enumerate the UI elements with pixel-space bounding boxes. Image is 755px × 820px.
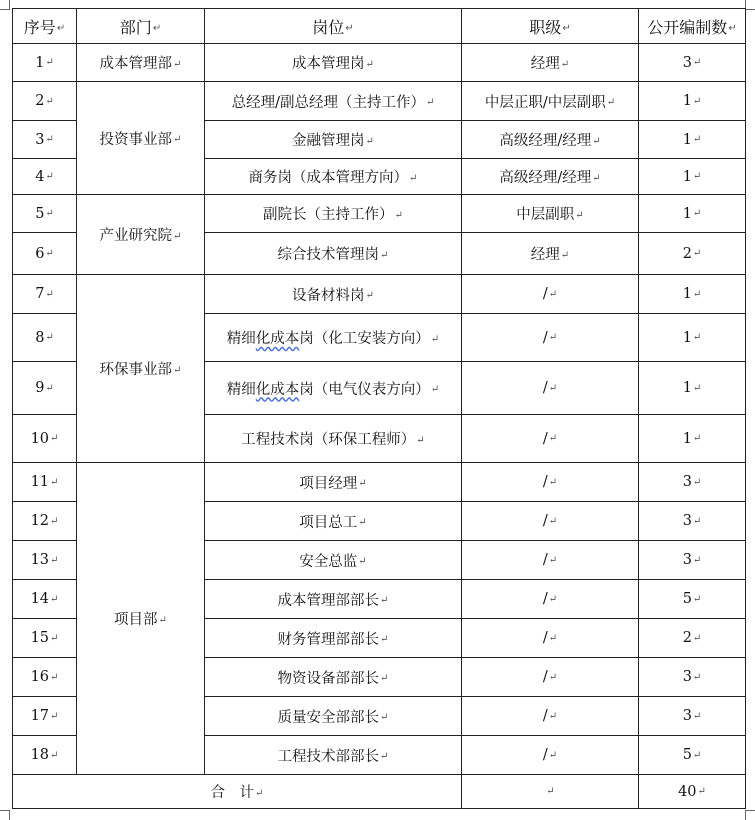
count-cell: 1↵ — [639, 82, 746, 121]
row-no: 18↵ — [13, 736, 77, 775]
position-cell: 成本管理部部长↵ — [205, 580, 462, 619]
row-no: 14↵ — [13, 580, 77, 619]
count-cell: 1↵ — [639, 195, 746, 233]
count-cell: 3↵ — [639, 697, 746, 736]
position-cell: 设备材料岗↵ — [205, 275, 462, 314]
row-no: 10↵ — [13, 415, 77, 463]
header-count: 公开编制数↵ — [639, 9, 746, 44]
count-cell: 1↵ — [639, 159, 746, 195]
dept-cell: 项目部↵ — [77, 463, 205, 775]
row-no: 12↵ — [13, 502, 77, 541]
row-no: 5↵ — [13, 195, 77, 233]
position-cell: 质量安全部部长↵ — [205, 697, 462, 736]
level-cell: 经理↵ — [462, 233, 639, 275]
count-cell: 1↵ — [639, 314, 746, 362]
position-cell: 精细化成本岗（电气仪表方向）↵ — [205, 362, 462, 415]
level-cell: /↵ — [462, 502, 639, 541]
position-cell: 成本管理岗↵ — [205, 44, 462, 82]
row-no: 9↵ — [13, 362, 77, 415]
level-cell: 高级经理/经理↵ — [462, 159, 639, 195]
count-cell: 3↵ — [639, 502, 746, 541]
header-level: 职级↵ — [462, 9, 639, 44]
position-cell: 副院长（主持工作）↵ — [205, 195, 462, 233]
position-cell: 财务管理部部长↵ — [205, 619, 462, 658]
header-dept: 部门↵ — [77, 9, 205, 44]
level-cell: /↵ — [462, 275, 639, 314]
position-cell: 金融管理岗↵ — [205, 121, 462, 159]
count-cell: 3↵ — [639, 463, 746, 502]
level-cell: /↵ — [462, 658, 639, 697]
row-no: 4↵ — [13, 159, 77, 195]
spellcheck-underline: 化成本 — [255, 381, 300, 398]
table-row — [13, 463, 746, 502]
row-no: 7↵ — [13, 275, 77, 314]
row-no: 8↵ — [13, 314, 77, 362]
row-no: 2↵ — [13, 82, 77, 121]
row-no: 6↵ — [13, 233, 77, 275]
header-position: 岗位↵ — [205, 9, 462, 44]
level-cell: /↵ — [462, 619, 639, 658]
count-cell: 3↵ — [639, 44, 746, 82]
row-no: 13↵ — [13, 541, 77, 580]
position-cell: 项目经理↵ — [205, 463, 462, 502]
row-no: 16↵ — [13, 658, 77, 697]
page-corner-mark — [0, 0, 10, 10]
level-cell: /↵ — [462, 736, 639, 775]
position-cell: 安全总监↵ — [205, 541, 462, 580]
page-corner-mark — [0, 810, 10, 820]
table-row — [13, 195, 746, 233]
count-cell: 1↵ — [639, 121, 746, 159]
count-cell: 2↵ — [639, 619, 746, 658]
page-corner-mark — [745, 0, 755, 10]
table-row — [13, 275, 746, 314]
level-cell: /↵ — [462, 415, 639, 463]
count-cell: 3↵ — [639, 541, 746, 580]
level-cell: 高级经理/经理↵ — [462, 121, 639, 159]
position-cell: 工程技术部部长↵ — [205, 736, 462, 775]
dept-cell: 环保事业部↵ — [77, 275, 205, 463]
dept-cell: 产业研究院↵ — [77, 195, 205, 275]
level-cell: /↵ — [462, 463, 639, 502]
header-row — [13, 9, 746, 44]
total-row — [13, 775, 746, 809]
level-cell: 中层副职↵ — [462, 195, 639, 233]
row-no: 15↵ — [13, 619, 77, 658]
level-cell: 中层正职/中层副职↵ — [462, 82, 639, 121]
table-row — [13, 44, 746, 82]
level-cell: /↵ — [462, 541, 639, 580]
level-cell: /↵ — [462, 580, 639, 619]
position-cell: 综合技术管理岗↵ — [205, 233, 462, 275]
level-cell: /↵ — [462, 314, 639, 362]
row-no: 17↵ — [13, 697, 77, 736]
count-cell: 1↵ — [639, 362, 746, 415]
spellcheck-underline: 化成本 — [255, 331, 300, 347]
count-cell: 2↵ — [639, 233, 746, 275]
row-no: 1↵ — [13, 44, 77, 82]
count-cell: 5↵ — [639, 580, 746, 619]
count-cell: 5↵ — [639, 736, 746, 775]
page-corner-mark — [745, 810, 755, 820]
dept-cell: 投资事业部↵ — [77, 82, 205, 195]
position-cell: 项目总工↵ — [205, 502, 462, 541]
level-cell: 经理↵ — [462, 44, 639, 82]
position-cell: 工程技术岗（环保工程师）↵ — [205, 415, 462, 463]
total-level-empty: ↵ — [462, 775, 639, 809]
row-no: 3↵ — [13, 121, 77, 159]
position-cell: 物资设备部部长↵ — [205, 658, 462, 697]
recruitment-table — [12, 8, 746, 809]
position-cell: 总经理/副总经理（主持工作）↵ — [205, 82, 462, 121]
level-cell: /↵ — [462, 362, 639, 415]
table-row — [13, 82, 746, 121]
position-cell: 商务岗（成本管理方向）↵ — [205, 159, 462, 195]
level-cell: /↵ — [462, 697, 639, 736]
count-cell: 3↵ — [639, 658, 746, 697]
total-label: 合 计↵ — [13, 775, 462, 809]
total-value: 40↵ — [639, 775, 746, 809]
position-cell: 精细化成本岗（化工安装方向）↵ — [205, 314, 462, 362]
count-cell: 1↵ — [639, 275, 746, 314]
dept-cell: 成本管理部↵ — [77, 44, 205, 82]
row-no: 11↵ — [13, 463, 77, 502]
header-no: 序号↵ — [13, 9, 77, 44]
count-cell: 1↵ — [639, 415, 746, 463]
